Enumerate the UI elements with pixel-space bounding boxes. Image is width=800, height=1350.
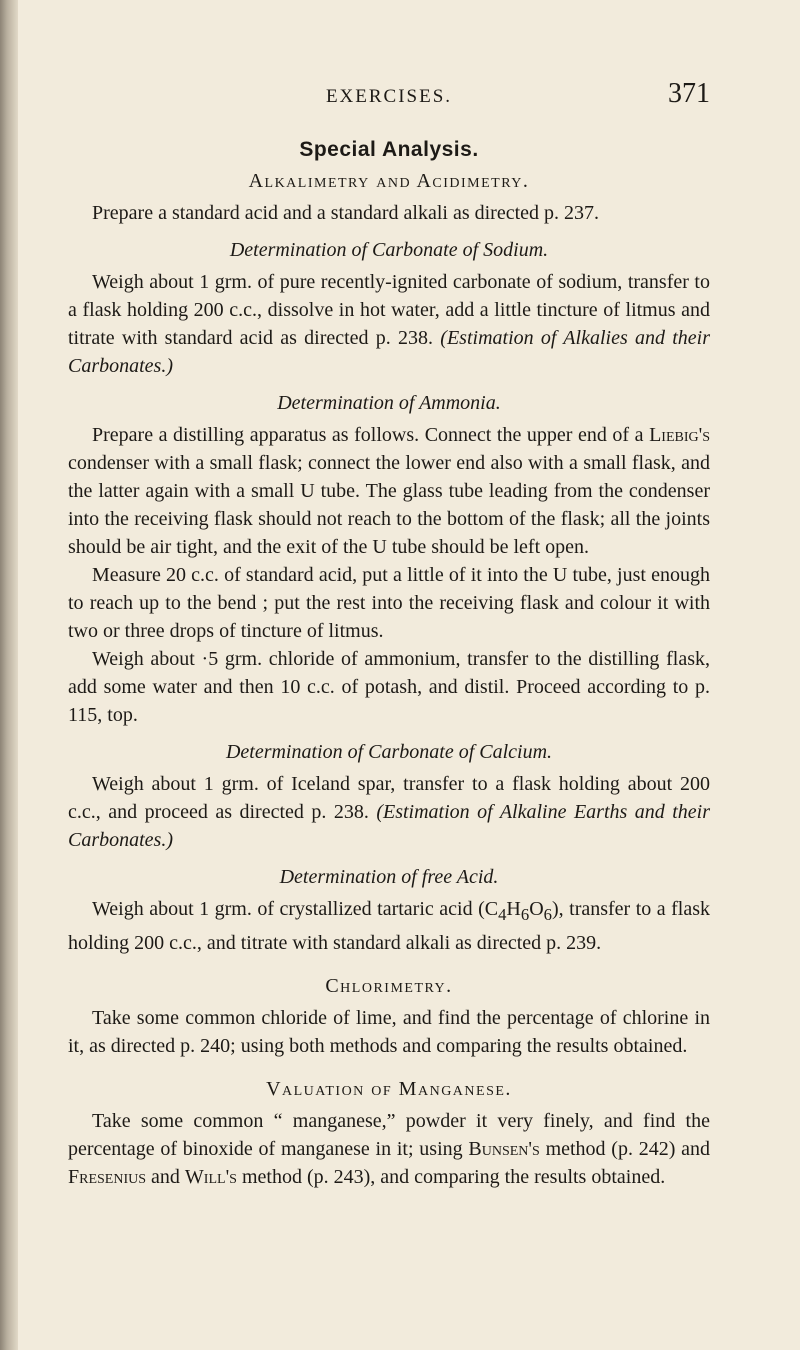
manganese-name-bunsen: Bunsen's: [468, 1138, 540, 1160]
ammonia-text-before: Prepare a distilling apparatus as follows. Connect the upper end of a: [92, 424, 644, 446]
free-acid-paragraph: Weigh about 1 grm. of crystallized tartaric acid $(C_4H_6O_6)$, transfer to a flask holding 200 c.c., and titrate with standard alkali as directed p. 239.: [68, 898, 710, 954]
carbonate-calcium-reference: (Estimation of Alkaline Earths and their Carbonates.): [68, 801, 711, 851]
carbonate-calcium-text: Weigh about 1 grm. of Iceland spar, transfer to a flask holding about 200 c.c., and proceed as directed p. 238.: [68, 773, 710, 823]
manganese-name-will: Will's: [184, 1166, 237, 1188]
carbonate-calcium-paragraph: [68, 770, 710, 854]
carbonate-sodium-paragraph: [68, 268, 710, 380]
carbonate-calcium-heading: Determination of Carbonate of Calcium.: [225, 741, 553, 763]
free-acid-text-before: Weigh about 1 grm. of crystallized tartaric acid: [92, 898, 473, 920]
carbonate-sodium-heading: Determination of Carbonate of Sodium.: [229, 239, 549, 261]
formula-o: O: [529, 898, 544, 920]
ammonia-paragraph-1: [68, 421, 710, 561]
carbonate-sodium-reference: (Estimation of Alkalies and their Carbonates.): [68, 327, 710, 377]
carbonate-sodium-text: Weigh about 1 grm. of pure recently-ignited carbonate of sodium, transfer to a flask holding 200 c.c., dissolve in hot water, add a little tincture of litmus and titrate with standard acid as directed p. 238.: [68, 271, 710, 349]
chlorimetry-heading: Chlorimetry.: [325, 975, 453, 997]
ammonia-name-liebig: Liebig's: [649, 424, 711, 446]
formula-h-sub: 6: [520, 905, 530, 924]
manganese-paragraph: [68, 1107, 710, 1191]
formula-h: H: [506, 898, 521, 920]
formula-c-sub: 4: [498, 905, 507, 924]
chlorimetry-paragraph: Take some common chloride of lime, and find the percentage of chlorine in it, as directed p. 240; using both methods and comparing the results obtained.: [68, 1007, 710, 1057]
formula-o-sub: 6: [543, 905, 552, 924]
free-acid-heading: Determination of free Acid.: [279, 866, 499, 888]
ammonia-paragraph-3: Weigh about ·5 grm. chloride of ammonium, transfer to the distilling flask, add some water and then 10 c.c. of potash, and distil. Proceed according to p. 115, top.: [68, 648, 710, 726]
formula-c: C: [484, 898, 499, 920]
ammonia-text-after: condenser with a small flask; connect the lower end also with a small flask, and the latter again with a small U tube. The glass tube leading from the condenser into the receiving flask should not reach to the bottom of the flask; all the joints should be air tight, and the exit of the U tube should be left open.: [68, 452, 710, 558]
manganese-heading: Valuation of Manganese.: [266, 1078, 512, 1100]
running-head: [68, 76, 710, 112]
alkalimetry-heading: Alkalimetry and Acidimetry.: [248, 170, 530, 192]
manganese-text-2: method (p. 242) and: [545, 1138, 711, 1160]
manganese-text-1: Take some common “ manganese,” powder it very finely, and find the percentage of binoxide of manganese in it; using: [68, 1110, 710, 1160]
binding-gutter: [0, 0, 18, 1350]
book-page: [68, 76, 710, 1191]
ammonia-paragraph-2: Measure 20 c.c. of standard acid, put a little of it into the U tube, just enough to reach up to the bend ; put the rest into the receiving flask and colour it with two or three drops of tincture of litmus.: [68, 564, 710, 642]
manganese-name-fresenius: Fresenius: [68, 1166, 147, 1188]
manganese-text-3: and: [151, 1166, 180, 1188]
page-number: 371: [668, 78, 710, 109]
ammonia-heading: Determination of Ammonia.: [277, 392, 501, 414]
manganese-text-4: method (p. 243), and comparing the results obtained.: [241, 1166, 666, 1188]
alkalimetry-intro: Prepare a standard acid and a standard alkali as directed p. 237.: [92, 202, 600, 224]
section-heading: Special Analysis.: [299, 138, 479, 161]
running-head-title: EXERCISES.: [325, 86, 453, 107]
free-acid-text-after: , transfer to a flask holding 200 c.c., and titrate with standard alkali as directed p. 239.: [68, 898, 710, 954]
